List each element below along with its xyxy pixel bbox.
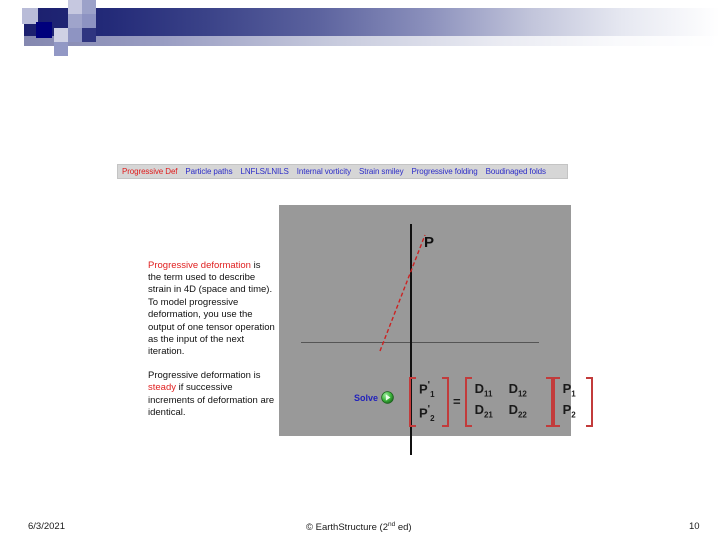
tab-progressive-def[interactable]: Progressive Def <box>122 167 178 176</box>
plot-panel <box>279 205 576 436</box>
paragraph-steady-deformation <box>148 370 276 420</box>
deformation-matrix <box>472 380 546 423</box>
matrix-cell: $D_{21}$ <box>474 401 493 420</box>
paragraph-1-body: is the term used to describe strain in 4D (space and time). To model progressive deformation, you use the output of one tensor operation as the input of the next iteration. <box>148 259 275 358</box>
input-vector <box>560 380 586 423</box>
equals-sign: = <box>453 394 461 410</box>
matrix-equation <box>409 377 593 427</box>
play-arrow-icon[interactable] <box>381 391 394 404</box>
table-row <box>563 381 583 402</box>
particle-path-vector-icon <box>379 233 439 353</box>
tab-strip[interactable] <box>117 164 568 179</box>
tab-strain-smiley[interactable]: Strain smiley <box>359 167 404 176</box>
matrix-cell: $P_1$ <box>562 381 576 399</box>
bracket-close-input <box>586 377 593 427</box>
matrix-cell: $D_{22}$ <box>508 401 527 420</box>
bracket-close-result <box>442 377 449 427</box>
paragraph-1-lead: Progressive deformation <box>148 259 251 271</box>
copyright-ordinal: nd <box>387 521 396 528</box>
footer-copyright <box>306 521 412 533</box>
explanation-text-column <box>148 250 276 430</box>
copyright-prefix: © EarthStructure (2 <box>306 522 388 534</box>
copyright-suffix: ed) <box>395 522 412 534</box>
table-row <box>419 378 439 402</box>
bracket-close-matrix <box>546 377 553 427</box>
paragraph-2-body: if successive increments of deformation are identical. <box>148 382 275 418</box>
bracket-open-result <box>409 377 416 427</box>
bracket-open-matrix <box>465 377 472 427</box>
table-row <box>419 402 439 426</box>
footer-date: 6/3/2021 <box>28 521 65 532</box>
footer-page-number: 10 <box>689 521 700 532</box>
tab-lnfls-lnils[interactable]: LNFLS/LNILS <box>240 167 289 176</box>
result-vector <box>416 377 442 427</box>
bracket-open-input <box>553 377 560 427</box>
solve-control[interactable] <box>354 391 394 404</box>
solve-label: Solve <box>354 392 379 403</box>
tab-particle-paths[interactable]: Particle paths <box>185 167 233 176</box>
paragraph-progressive-deformation <box>148 260 276 359</box>
point-p-label: P <box>424 234 435 251</box>
paragraph-2-highlight: steady <box>148 382 176 394</box>
matrix-cell: $D_{12}$ <box>508 381 527 399</box>
tab-internal-vorticity[interactable]: Internal vorticity <box>296 167 351 176</box>
table-row <box>475 402 543 423</box>
table-row <box>475 381 543 402</box>
matrix-cell: $P'_1$ <box>419 380 435 399</box>
table-row <box>563 402 583 423</box>
tab-boudinaged-folds[interactable]: Boudinaged folds <box>485 167 546 176</box>
matrix-cell: $D_{11}$ <box>474 381 493 399</box>
matrix-cell: $P'_2$ <box>419 403 435 423</box>
matrix-cell: $P_2$ <box>562 401 576 420</box>
paragraph-2-lead: Progressive deformation is <box>148 369 261 381</box>
tab-progressive-folding[interactable]: Progressive folding <box>411 167 478 176</box>
